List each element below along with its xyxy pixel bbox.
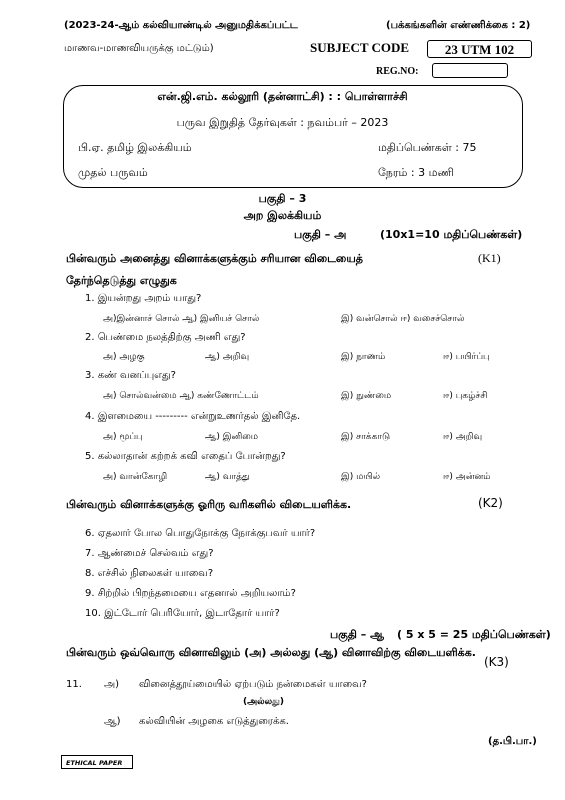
- section-a-instruction: பின்வரும் அனைத்து வினாக்களுக்கும் சரியான விடையைத்: [66, 252, 363, 265]
- section-a-title: பகுதி – அ: [294, 228, 347, 241]
- section-a-instruction-2: தேர்ந்தெடுத்து எழுதுக: [66, 274, 177, 287]
- question-1: 1. இயன்றது அறம் யாது?: [85, 293, 202, 304]
- semester: முதல் பருவம்: [78, 166, 148, 179]
- section-short-instruction: பின்வரும் வினாக்களுக்கு ஓரிரு வரிகளில் விடையளிக்க.: [66, 498, 352, 511]
- question-4-option-d: ஈ) அறிவு: [443, 432, 483, 442]
- question-2-option-a: அ) அழகு: [103, 352, 145, 362]
- page-count: (பக்கங்களின் எண்ணிக்கை : 2): [386, 20, 531, 31]
- question-2: 2. பெண்மை நலத்திற்கு அணி எது?: [85, 332, 246, 343]
- header-line2: மாணவ-மாணவியருக்கு மட்டும்): [64, 43, 214, 54]
- degree: பி.ஏ. தமிழ் இலக்கியம்: [78, 141, 192, 154]
- footer-tag: ETHICAL PAPER: [61, 755, 133, 769]
- question-11-option-a-label: அ): [104, 679, 120, 690]
- subject-title: அற இலக்கியம்: [243, 209, 322, 222]
- question-3-option-c: இ) நுண்மை: [341, 391, 392, 401]
- question-3: 3. கண் வனப்புஎது?: [85, 370, 176, 381]
- question-2-option-d: ஈ) பயிர்ப்பு: [443, 352, 490, 362]
- exam-time: நேரம் : 3 மணி: [378, 166, 454, 179]
- question-3-option-d: ஈ) புகழ்ச்சி: [443, 391, 488, 401]
- please-turn-over: (த.பி.பா.): [488, 736, 537, 747]
- subject-code-label: SUBJECT CODE: [310, 40, 410, 55]
- question-4-option-b: ஆ) இனிமை: [205, 432, 259, 442]
- section-a-level: (K1): [478, 251, 501, 265]
- question-1-option-a: அ)இன்னாச் சொல் ஆ) இனியச் சொல்: [103, 314, 260, 324]
- question-8: 8. எச்சில் நிலைகள் யாவை?: [85, 568, 214, 579]
- question-2-option-c: இ) நாணம்: [341, 352, 386, 362]
- question-10: 10. இட்டோர் பெரியோர், இடாதோர் யார்?: [85, 608, 280, 619]
- section-b-level: (K3): [484, 655, 509, 669]
- question-2-option-b: ஆ) அறிவு: [205, 352, 250, 362]
- exam-title: பருவ இறுதித் தேர்வுகள் : நவம்பர் – 2023: [176, 116, 389, 129]
- question-5-option-b: ஆ) வாத்து: [205, 472, 250, 482]
- question-5-option-c: இ) மயில்: [341, 472, 381, 482]
- question-11-option-a: வினைத்தூய்மையில் ஏற்படும் நன்மைகள் யாவை?: [139, 679, 367, 690]
- section-b-instruction: பின்வரும் ஒவ்வொரு வினாவிலும் (அ) அல்லது (ஆ) வினாவிற்கு விடையளிக்க.: [66, 646, 476, 659]
- question-3-option-a: அ) சொல்வன்மை ஆ) கண்ணோட்டம்: [103, 391, 259, 401]
- reg-no-box: [432, 63, 508, 78]
- question-9: 9. சிற்றில் பிறந்தமையை எதனால் அறியலாம்?: [85, 588, 296, 599]
- reg-no-label: REG.NO:: [376, 66, 419, 77]
- section-b-marks: ( 5 x 5 = 25 மதிப்பெண்கள்): [397, 628, 551, 641]
- header-line1: (2023-24-ஆம் கல்வியாண்டில் அனுமதிக்கப்பட்ட: [64, 20, 298, 31]
- question-5-option-a: அ) வான்கோழி: [103, 472, 168, 482]
- question-5: 5. கல்லாதான் கற்றக் கவி எதைப் போன்றது?: [85, 451, 286, 462]
- question-5-option-d: ஈ) அன்னம்: [443, 472, 491, 482]
- question-11-option-b: கல்வியின் அழகை எடுத்துரைக்க.: [139, 716, 289, 727]
- question-4-option-c: இ) சாக்காடு: [341, 432, 391, 442]
- college-name: என்.ஜி.எம். கல்லூரி (தன்னாட்சி) : : பொள்ளாச்சி: [157, 90, 408, 103]
- question-1-option-c: இ) வன்சொல் ஈ) வசைச்சொல்: [341, 314, 465, 324]
- subject-code-box: 23 UTM 102: [427, 40, 532, 58]
- or-separator: (அல்லது): [243, 697, 284, 707]
- question-11-number: 11.: [66, 679, 82, 690]
- question-7: 7. ஆண்மைச் செல்வம் எது?: [85, 548, 214, 559]
- total-marks: மதிப்பெண்கள் : 75: [378, 141, 477, 154]
- part-title: பகுதி – 3: [258, 192, 307, 205]
- section-b-title: பகுதி – ஆ: [330, 628, 384, 641]
- question-4: 4. இளமையை --------- என்றுஉணர்தல் இனிதே.: [85, 411, 301, 422]
- question-6: 6. ஏதலார் போல பொதுநோக்கு நோக்குபவர் யார்?: [85, 528, 316, 539]
- question-11-option-b-label: ஆ): [104, 716, 121, 727]
- question-4-option-a: அ) மூப்பு: [103, 432, 143, 442]
- section-a-marks: (10x1=10 மதிப்பெண்கள்): [380, 228, 523, 241]
- section-short-level: (K2): [478, 496, 503, 510]
